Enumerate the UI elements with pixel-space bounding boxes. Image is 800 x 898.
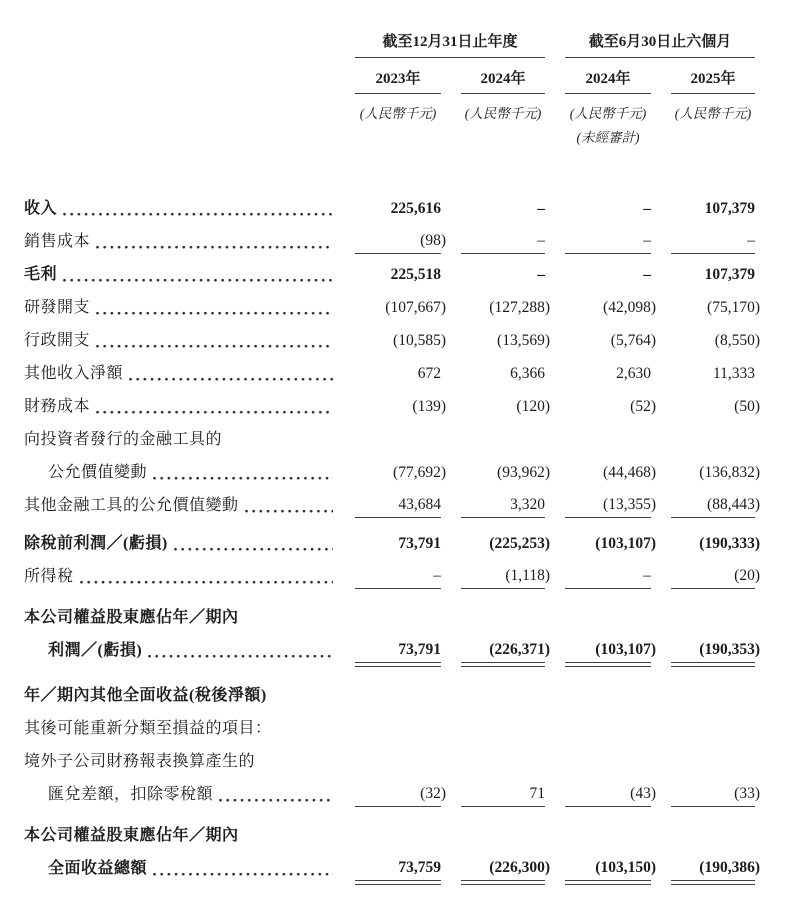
value-text: (190,386) [699,859,760,876]
row-label-cell [24,459,335,485]
header-period-groups [24,30,755,58]
value-cell-fy2023 [355,785,446,807]
value-text: (88,443) [707,496,760,513]
value-cell-fy2024 [461,200,545,221]
value-cell-hy2024 [565,464,656,485]
value-cell-fy2023 [355,365,441,386]
row-label: 其他收入淨額 [24,365,124,382]
dot-leader [174,542,333,551]
year-column-hy2025: 2025年 [671,58,755,94]
value-text: 3,320 [510,496,545,513]
row-fv-change-investor-instruments [24,452,760,485]
value-text: (77,692) [393,464,446,481]
value-text: (225,253) [489,535,550,552]
note-fy2023 [355,122,441,146]
header-units [24,94,755,122]
value-cell-hy2024 [565,785,656,807]
dot-leader [80,575,333,584]
row-label-cell [24,855,335,881]
value-cell-fy2024 [461,567,550,589]
unaudited-note: (未經審計) [576,130,640,145]
value-cell-hy2024 [565,266,651,287]
value-cell-fy2023 [355,200,441,221]
row-revenue [24,188,755,221]
row-label: 其他金融工具的公允價值變動 [24,497,239,514]
value-cell-hy2025 [671,266,755,287]
row-label-cell [24,393,335,419]
period-group-annual: 截至12月31日止年度 [355,30,545,58]
table-rows [24,188,760,881]
dot-leader [96,405,333,414]
value-cell-fy2024 [461,771,545,774]
dot-leader [153,471,333,480]
value-cell-hy2025 [671,200,755,221]
value-cell-fy2023 [355,845,441,848]
row-label-cell [24,228,335,254]
value-text: (10,585) [393,332,446,349]
value-text: (75,170) [707,299,760,316]
value-cell-fy2023 [355,398,446,419]
row-label: 利潤／(虧損) [48,642,143,659]
row-cost-of-sales [24,221,755,254]
dot-leader [153,867,333,876]
value-cell-hy2025 [671,365,755,386]
row-label-cell [24,563,335,589]
value-text: – [537,232,545,249]
value-cell-fy2023 [355,266,441,287]
value-cell-fy2023 [355,535,441,556]
value-cell-hy2024 [565,641,656,663]
value-text: (226,300) [489,859,550,876]
row-label: 所得稅 [24,568,74,585]
value-cell-hy2024 [565,859,656,881]
header-years [24,58,755,94]
value-text: 225,616 [390,200,441,217]
value-cell-hy2024 [565,845,651,848]
value-text: (8,550) [714,332,760,349]
row-admin-expenses [24,320,760,353]
value-text: (139) [412,398,446,415]
value-cell-fy2023 [355,332,446,353]
value-text: 2,630 [616,365,651,382]
row-label-cell [24,682,335,708]
row-label: 境外子公司財務報表換算產生的 [24,753,256,770]
value-text: – [643,567,651,584]
dot-leader [63,207,333,216]
value-cell-hy2025 [671,535,760,556]
value-cell-hy2025 [671,859,760,881]
value-cell-hy2025 [671,771,755,774]
value-cell-fy2024 [461,859,550,881]
value-text: (98) [420,232,446,249]
row-label-cell [24,261,335,287]
row-oci-heading [24,675,755,708]
year-column-hy2024: 2024年 [565,58,651,94]
dot-leader [96,240,333,249]
value-cell-hy2024 [565,705,651,708]
value-cell-fy2024 [461,535,550,556]
value-cell-fy2023 [355,627,441,630]
value-text: (103,107) [595,535,656,552]
income-statement-table [24,30,760,881]
value-cell-hy2024 [565,332,656,353]
value-text: 225,518 [390,266,441,283]
value-cell-hy2025 [671,641,760,663]
value-text: 6,366 [510,365,545,382]
row-profit-for-period [24,630,760,663]
year-column-fy2023: 2023年 [355,58,441,94]
value-text: (93,962) [497,464,550,481]
row-fv-change-other-instruments [24,485,760,518]
value-cell-fy2023 [355,859,441,881]
dot-leader [245,504,333,513]
dot-leader [63,273,333,282]
value-text: (190,353) [699,641,760,658]
value-text: – [747,232,755,249]
value-cell-fy2024 [461,738,545,741]
value-cell-fy2024 [461,627,545,630]
value-text: 73,759 [398,859,441,876]
value-cell-hy2025 [671,845,755,848]
value-cell-hy2025 [671,449,755,452]
value-cell-fy2023 [355,449,441,452]
row-label-cell [24,781,335,807]
value-cell-fy2024 [461,845,545,848]
header-notes [24,122,755,146]
value-cell-hy2024 [565,771,651,774]
dot-leader [129,372,333,381]
value-text: (103,150) [595,859,656,876]
row-tci-attributable-caption [24,815,755,848]
value-cell-hy2024 [565,232,651,254]
row-label: 全面收益總額 [48,860,148,877]
dot-leader [96,306,333,315]
row-exchange-differences [24,774,760,807]
value-text: 73,791 [398,535,441,552]
value-cell-hy2025 [671,705,755,708]
dot-leader [219,793,333,802]
value-cell-fy2023 [355,299,446,320]
row-label: 毛利 [24,266,58,283]
row-label-cell [24,492,335,518]
value-cell-fy2024 [461,449,545,452]
value-text: (103,107) [595,641,656,658]
row-label: 匯兌差額，扣除零稅額 [48,786,214,803]
value-cell-hy2024 [565,200,651,221]
value-text: 107,379 [704,266,755,283]
value-text: – [643,200,651,217]
value-text: 71 [529,785,545,802]
value-cell-hy2025 [671,332,760,353]
row-label: 本公司權益股東應佔年／期內 [24,609,239,626]
value-text: (5,764) [610,332,656,349]
value-cell-hy2024 [565,535,656,556]
value-cell-hy2024 [565,738,651,741]
row-label: 其後可能重新分類至損益的項目： [24,720,272,737]
value-text: (107,667) [385,299,446,316]
row-label: 收入 [24,200,58,217]
value-cell-hy2025 [671,232,755,254]
value-text: 43,684 [398,496,441,513]
value-cell-hy2025 [671,398,760,419]
value-cell-fy2023 [355,567,441,589]
value-cell-hy2025 [671,738,755,741]
row-label: 本公司權益股東應佔年／期內 [24,827,239,844]
unit-label-fy2023: (人民幣千元) [359,106,437,121]
row-label: 公允價值變動 [48,464,148,481]
row-finance-costs [24,386,760,419]
value-cell-fy2023 [355,232,446,254]
value-text: (190,333) [699,535,760,552]
row-total-comprehensive-income [24,848,760,881]
value-cell-fy2024 [461,398,550,419]
row-label-cell [24,822,335,848]
value-cell-fy2023 [355,771,441,774]
row-profit-attributable-caption [24,597,755,630]
row-label-cell [24,426,335,452]
value-text: 11,333 [712,365,755,382]
row-label: 向投資者發行的金融工具的 [24,431,223,448]
value-text: (43) [630,785,656,802]
value-text: – [643,232,651,249]
row-label-cell [24,748,335,774]
value-text: (13,355) [603,496,656,513]
value-text: 672 [417,365,441,382]
value-text: 107,379 [704,200,755,217]
row-label: 行政開支 [24,332,91,349]
row-label-cell [24,294,335,320]
row-label: 財務成本 [24,398,91,415]
value-cell-fy2024 [461,464,550,485]
value-cell-hy2024 [565,299,656,320]
row-label-cell [24,637,335,663]
value-text: (32) [420,785,446,802]
row-label-cell [24,604,335,630]
value-cell-hy2025 [671,496,760,518]
unit-label-hy2025: (人民幣千元) [674,106,752,121]
value-text: – [643,266,651,283]
value-cell-hy2024 [565,496,656,518]
value-cell-hy2024 [565,567,651,589]
value-text: (20) [734,567,760,584]
row-profit-before-tax [24,523,760,556]
row-label-cell [24,195,335,221]
row-rd-expenses [24,287,760,320]
value-text: – [433,567,441,584]
row-label: 研發開支 [24,299,91,316]
value-cell-fy2023 [355,705,441,708]
value-cell-fy2024 [461,705,545,708]
value-cell-fy2024 [461,232,545,254]
value-cell-fy2024 [461,641,550,663]
value-text: 73,791 [398,641,441,658]
row-label-cell [24,530,335,556]
value-cell-hy2024 [565,449,651,452]
value-text: (1,118) [505,567,550,584]
value-cell-fy2024 [461,496,545,518]
period-group-interim: 截至6月30日止六個月 [565,30,755,58]
value-cell-fy2024 [461,785,545,807]
value-cell-hy2025 [671,299,760,320]
row-label: 年／期內其他全面收益(稅後淨額) [24,687,267,704]
value-cell-fy2024 [461,299,550,320]
value-text: (52) [630,398,656,415]
value-text: (127,288) [489,299,550,316]
value-text: (226,371) [489,641,550,658]
value-cell-hy2025 [671,567,760,589]
value-cell-hy2024 [565,398,656,419]
value-text: – [537,200,545,217]
value-cell-hy2025 [671,627,755,630]
year-column-fy2024: 2024年 [461,58,545,94]
value-cell-hy2025 [671,785,760,807]
value-text: (136,832) [699,464,760,481]
value-text: (42,098) [603,299,656,316]
row-income-tax [24,556,760,589]
dot-leader [96,339,333,348]
value-text: (50) [734,398,760,415]
value-text: (13,569) [497,332,550,349]
value-cell-fy2023 [355,738,441,741]
dot-leader [148,649,333,658]
row-gross-profit [24,254,755,287]
value-cell-fy2023 [355,496,441,518]
value-text: – [537,266,545,283]
row-other-income-net [24,353,755,386]
value-cell-hy2025 [671,464,760,485]
unit-label-hy2024: (人民幣千元) [569,106,647,121]
value-cell-fy2023 [355,464,446,485]
row-label-cell [24,360,335,386]
row-label: 銷售成本 [24,233,91,250]
row-fv-change-investor-instruments-caption [24,419,755,452]
value-cell-hy2024 [565,365,651,386]
value-cell-fy2024 [461,365,545,386]
value-cell-fy2023 [355,641,441,663]
value-cell-hy2024 [565,627,651,630]
row-label-cell [24,327,335,353]
row-reclassifiable-items-caption [24,708,755,741]
value-cell-fy2024 [461,332,550,353]
row-label-cell [24,715,335,741]
value-text: (33) [734,785,760,802]
unit-label-fy2024: (人民幣千元) [464,106,542,121]
row-translation-caption [24,741,755,774]
row-label: 除稅前利潤／(虧損) [24,535,168,552]
value-cell-fy2024 [461,266,545,287]
value-text: (44,468) [603,464,656,481]
note-fy2024 [461,122,545,146]
note-hy2025 [671,122,755,146]
value-text: (120) [516,398,550,415]
